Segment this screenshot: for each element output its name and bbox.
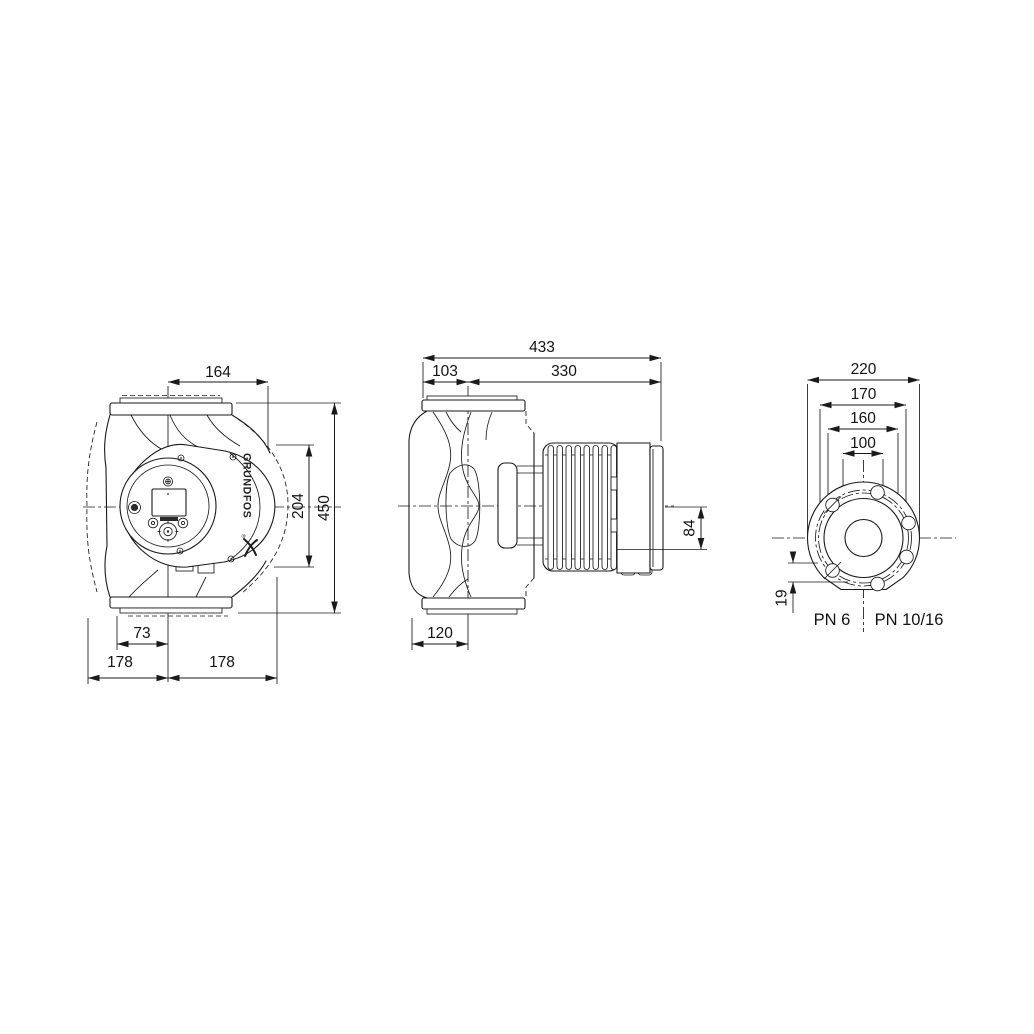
flange-plate [422,598,525,609]
flange-plate [110,403,232,415]
volute-curve-outer [433,412,451,597]
volute-spoke-3 [207,415,240,446]
housing-bottom-curve-2 [196,577,206,597]
side-port-to-stator-label: 103 [432,363,458,380]
housing-left-edge [105,415,110,597]
terminal-box [617,443,663,573]
flange-plate [110,597,232,608]
flange-face [808,482,920,591]
side-stator-length-label: 330 [551,363,577,380]
side-plug [129,502,141,514]
casing-detail-top-right [486,412,492,440]
front-top-flange [110,396,232,416]
brand-name: GRUNDFOS [240,453,253,519]
neck-housing [498,463,517,548]
port-bore-label: 100 [850,435,876,452]
side-view [398,339,707,650]
pn6-label: PN 6 [813,611,851,629]
flange-width-label: 220 [850,361,877,378]
housing-right-bottom-edge [232,561,266,597]
casing-left-edge [409,411,427,598]
front-span-left-label: 178 [107,654,133,671]
front-top-width-label: 164 [205,364,231,381]
display-screen [152,489,186,521]
bolt-hole [871,577,885,591]
bolt-hole [900,550,914,564]
display-frame [152,489,186,516]
flange-plate [422,400,525,411]
side-bottom-flange [422,598,525,614]
casing-detail-top [446,412,461,432]
flange-lip [427,609,517,614]
display-label-bar [160,517,178,521]
display-dot [167,493,169,495]
volute-curve-inner [461,412,479,597]
hole-row-offset-label: 19 [773,589,791,607]
side-top-flange [422,396,525,411]
front-span-right-label: 178 [209,654,235,671]
stator-clip-bottom [611,519,617,532]
flange-view [772,361,956,632]
casing-top-right-chamfer [526,411,534,433]
terminal-box-body [617,443,650,573]
front-head-height-label: 204 [290,493,307,519]
bolt-circle-b-label: 160 [850,410,876,427]
flange-lip [120,608,222,613]
motor-stator [543,443,619,571]
side-port-width-label: 120 [427,625,453,642]
front-foot-offset-label: 73 [133,625,151,642]
terminal-box-cover [650,446,663,570]
front-view [83,364,341,684]
registered-mark: ® [239,534,246,539]
bolt-hole [902,516,916,530]
stator-clip-top [611,477,617,490]
flange-bore [845,520,882,557]
bolt-hole [871,486,885,500]
bolt-circle-a-label: 170 [850,386,877,403]
housing-bottom-curve-1 [129,570,158,597]
volute-spoke-2 [170,415,198,447]
front-total-height-label: 450 [316,495,333,521]
side-axis-to-box-label: 84 [681,519,699,537]
motor-neck [498,463,545,548]
volute-spoke-1 [131,415,163,450]
housing-right-top-edge [232,415,270,453]
control-head [120,444,275,567]
side-total-length-label: 433 [529,339,555,356]
casing-bottom-right-chamfer [526,578,534,598]
flange-lip [120,398,222,403]
front-bottom-flange [110,597,232,616]
pn1016-label: PN 10/16 [874,611,944,629]
